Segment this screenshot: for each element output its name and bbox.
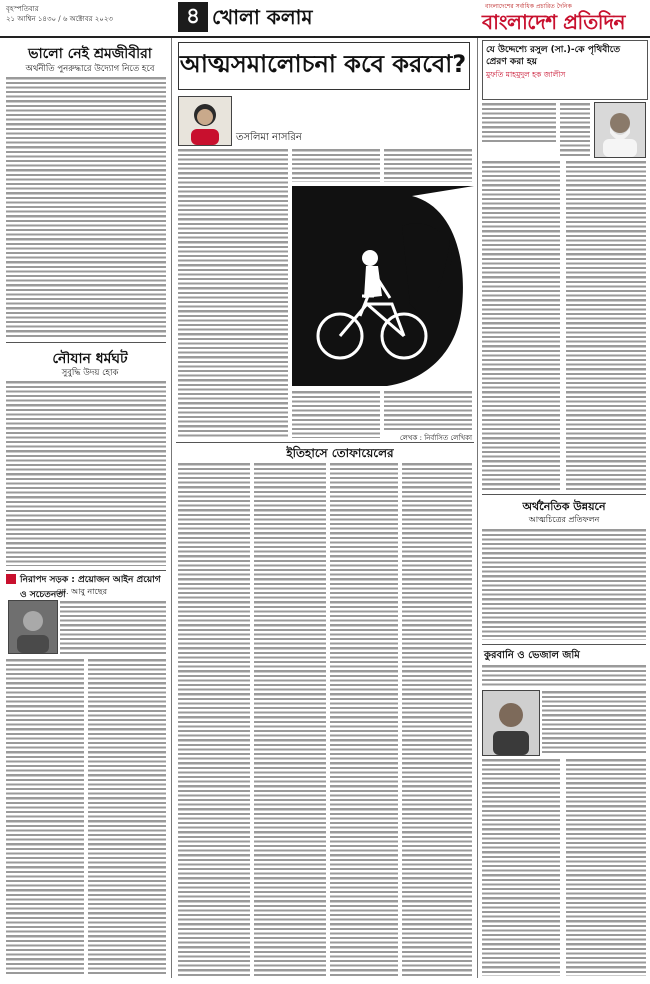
left-mid-title: নৌযান ধর্মঘট	[52, 351, 128, 367]
right-top-author: মুফতি মাহমুদুল হক জালীস	[486, 70, 566, 79]
person-icon	[483, 691, 539, 755]
right-top-body-a	[482, 102, 556, 144]
left-bottom-body-b	[6, 658, 84, 976]
bullet-icon	[6, 574, 16, 584]
author-photo-right	[594, 102, 646, 158]
left-top-title: ভালো নেই শ্রমজীবীরা	[28, 46, 152, 62]
column-rule-right	[477, 38, 478, 978]
left-mid-subtitle: সুবুদ্ধি উদয় হোক	[61, 368, 119, 378]
right-mid-body	[482, 528, 646, 640]
author-photo-right-bottom	[482, 690, 540, 756]
right-mid-title: অর্থনৈতিক উন্নয়নে	[522, 500, 606, 513]
bottom-main-title: ইতিহাসে তোফায়েলের	[286, 446, 394, 460]
left-bottom-body-a	[60, 600, 166, 654]
author-photo-main	[178, 96, 232, 146]
column-rule-left	[171, 38, 172, 978]
right-top-body-b	[560, 102, 590, 156]
main-body-col2-top	[292, 148, 380, 182]
section-title: খোলা কলাম	[212, 5, 313, 29]
left-top-subtitle: অর্থনীতি পুনরুদ্ধারে উদ্যোগ নিতে হবে	[25, 64, 155, 74]
right-top-body-c	[482, 160, 560, 490]
main-author: তসলিমা নাসরিন	[236, 132, 302, 143]
right-top-title: যে উদ্দেশ্যে রসুল (সা.)-কে পৃথিবীতে প্রেরণ করা হয়	[486, 45, 621, 67]
right-bottom-title: কুরবানি ও ভেজাল জমি	[484, 650, 580, 661]
masthead-date-full: ২১ আশ্বিন ১৪৩০ / ৬ অক্টোবর ২০২৩	[6, 15, 113, 23]
person-icon	[595, 103, 645, 157]
main-title: আত্মসমালোচনা কবে করবো?	[179, 50, 467, 78]
right-bottom-body-b	[542, 690, 646, 754]
main-body-col3-bottom	[384, 390, 472, 430]
person-icon	[9, 601, 57, 653]
left-bottom-author: মো. আবু নাছের	[56, 587, 107, 596]
bottom-body-col1	[178, 462, 250, 976]
masthead-tagline: বাংলাদেশের সর্বাধিক প্রচারিত দৈনিক	[485, 3, 572, 10]
right-bottom-body-d	[566, 758, 646, 976]
left-bottom-body-c	[88, 658, 166, 976]
left-mid-body	[6, 380, 166, 566]
person-icon	[179, 97, 231, 145]
divider	[482, 644, 646, 645]
masthead-date	[6, 4, 113, 24]
newspaper-logo: বাংলাদেশ প্রতিদিন	[482, 10, 625, 34]
bicycle-illustration	[292, 186, 474, 386]
left-bottom-title: নিরাপদ সড়ক : প্রয়োজন আইন প্রয়োগ ও সচেতনতা	[20, 575, 161, 600]
author-photo	[8, 600, 58, 654]
divider	[482, 494, 646, 495]
masthead-date-day: বৃহস্পতিবার	[6, 5, 39, 13]
divider	[6, 570, 166, 571]
divider	[176, 442, 474, 443]
left-top-body	[6, 76, 166, 338]
right-top-body-d	[566, 160, 646, 490]
bottom-body-col3	[330, 462, 398, 976]
main-footer: লেখক : নির্বাসিত লেখিকা	[399, 434, 472, 442]
main-body-col2-bottom	[292, 390, 380, 438]
bottom-body-col4	[402, 462, 472, 976]
main-body-col3-top	[384, 148, 472, 182]
main-body-col1	[178, 148, 288, 438]
page-number: ৪	[178, 2, 208, 32]
right-mid-subtitle: আত্মচিত্রের প্রতিফলন	[528, 515, 600, 524]
right-bottom-body-c	[482, 758, 560, 976]
illustration-bicycle-woman	[292, 186, 474, 386]
divider	[6, 342, 166, 343]
right-bottom-body-a	[482, 664, 646, 686]
bottom-body-col2	[254, 462, 326, 976]
